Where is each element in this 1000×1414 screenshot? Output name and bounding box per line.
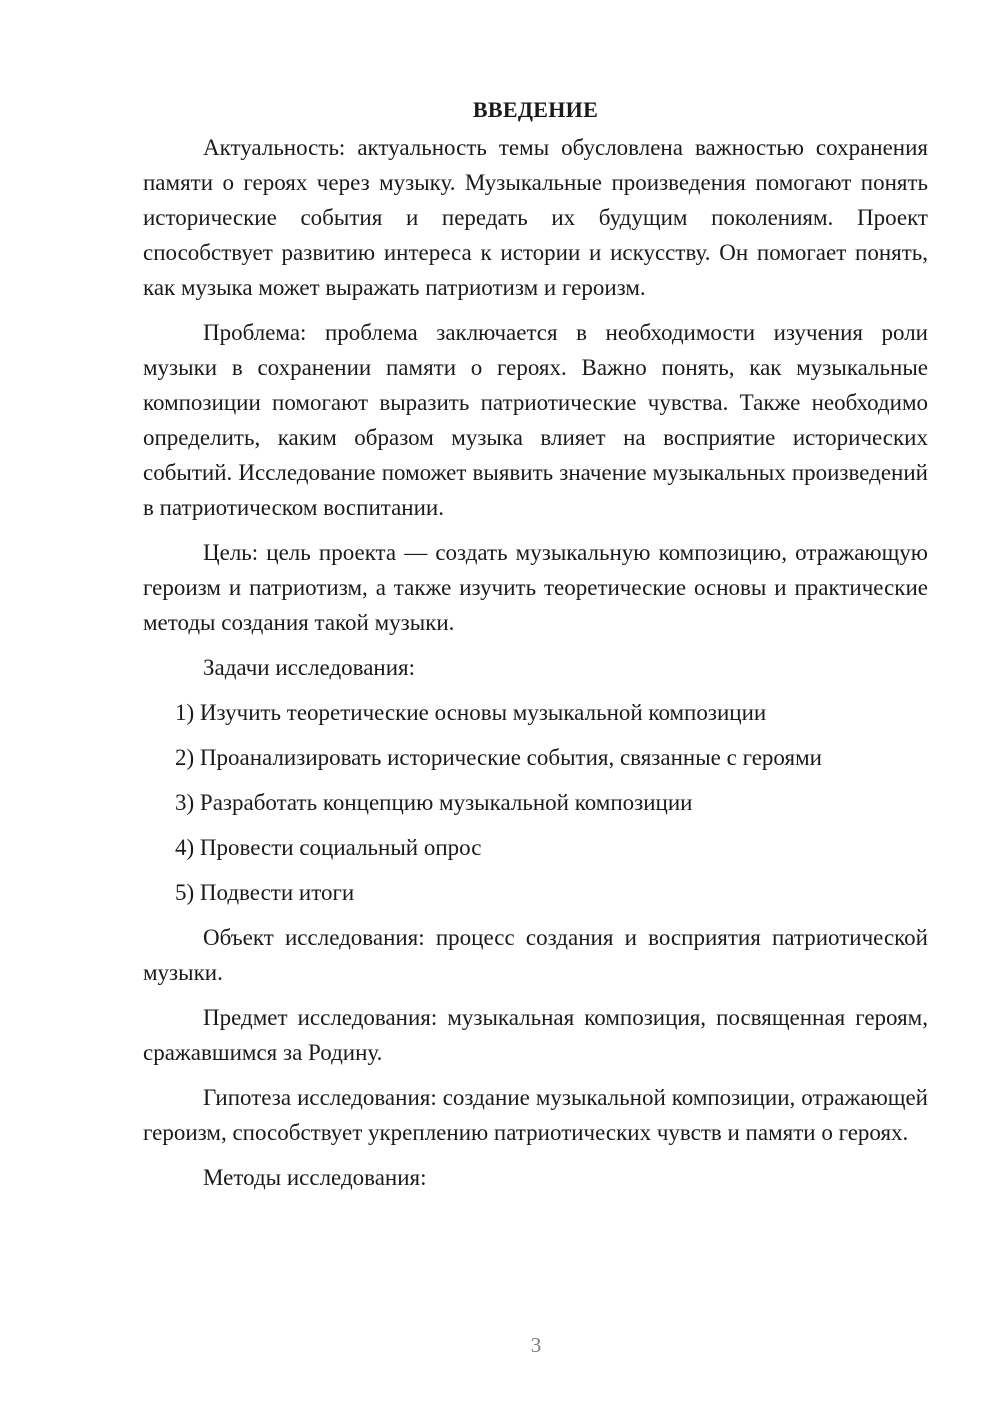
paragraph-subject: Предмет исследования: музыкальная композиция, посвященная героям, сражавшимся за Родину. [143, 1005, 928, 1065]
list-item: 1) Изучить теоретические основы музыкальной композиции [175, 700, 767, 725]
paragraph-object: Объект исследования: процесс создания и восприятия патриотической музыки. [143, 925, 928, 985]
list-item: 3) Разработать концепцию музыкальной композиции [175, 790, 693, 815]
paragraph-hypothesis: Гипотеза исследования: создание музыкальной композиции, отражающей героизм, способствует укреплению патриотических чувств и памяти о героях. [143, 1085, 928, 1145]
list-item: 2) Проанализировать исторические события, связанные с героями [175, 745, 822, 770]
tasks-list [143, 695, 928, 910]
page-content [143, 92, 928, 1205]
paragraph-relevance: Актуальность: актуальность темы обусловлена важностью сохранения памяти о героях через музыку. Музыкальные произведения помогают понять исторические события и передать их будущим поколениям. Проект способствует развитию интереса к истории и искусству. Он помогает понять, как музыка может выражать патриотизм и героизм. [143, 135, 928, 300]
tasks-heading: Задачи исследования: [203, 655, 416, 680]
list-item: 5) Подвести итоги [175, 880, 355, 905]
page-number: 3 [530, 1333, 542, 1357]
methods-heading: Методы исследования: [203, 1165, 427, 1190]
list-item: 4) Провести социальный опрос [175, 835, 482, 860]
section-title: ВВЕДЕНИЕ [472, 97, 599, 122]
paragraph-problem: Проблема: проблема заключается в необходимости изучения роли музыки в сохранении памяти о героях. Важно понять, как музыкальные композиции помогают выразить патриотические чувства. Также необходимо определить, каким образом музыка влияет на восприятие исторических событий. Исследование поможет выявить значение музыкальных произведений в патриотическом воспитании. [143, 320, 928, 520]
paragraph-goal: Цель: цель проекта — создать музыкальную композицию, отражающую героизм и патриотизм, а также изучить теоретические основы и практические методы создания такой музыки. [143, 540, 928, 635]
